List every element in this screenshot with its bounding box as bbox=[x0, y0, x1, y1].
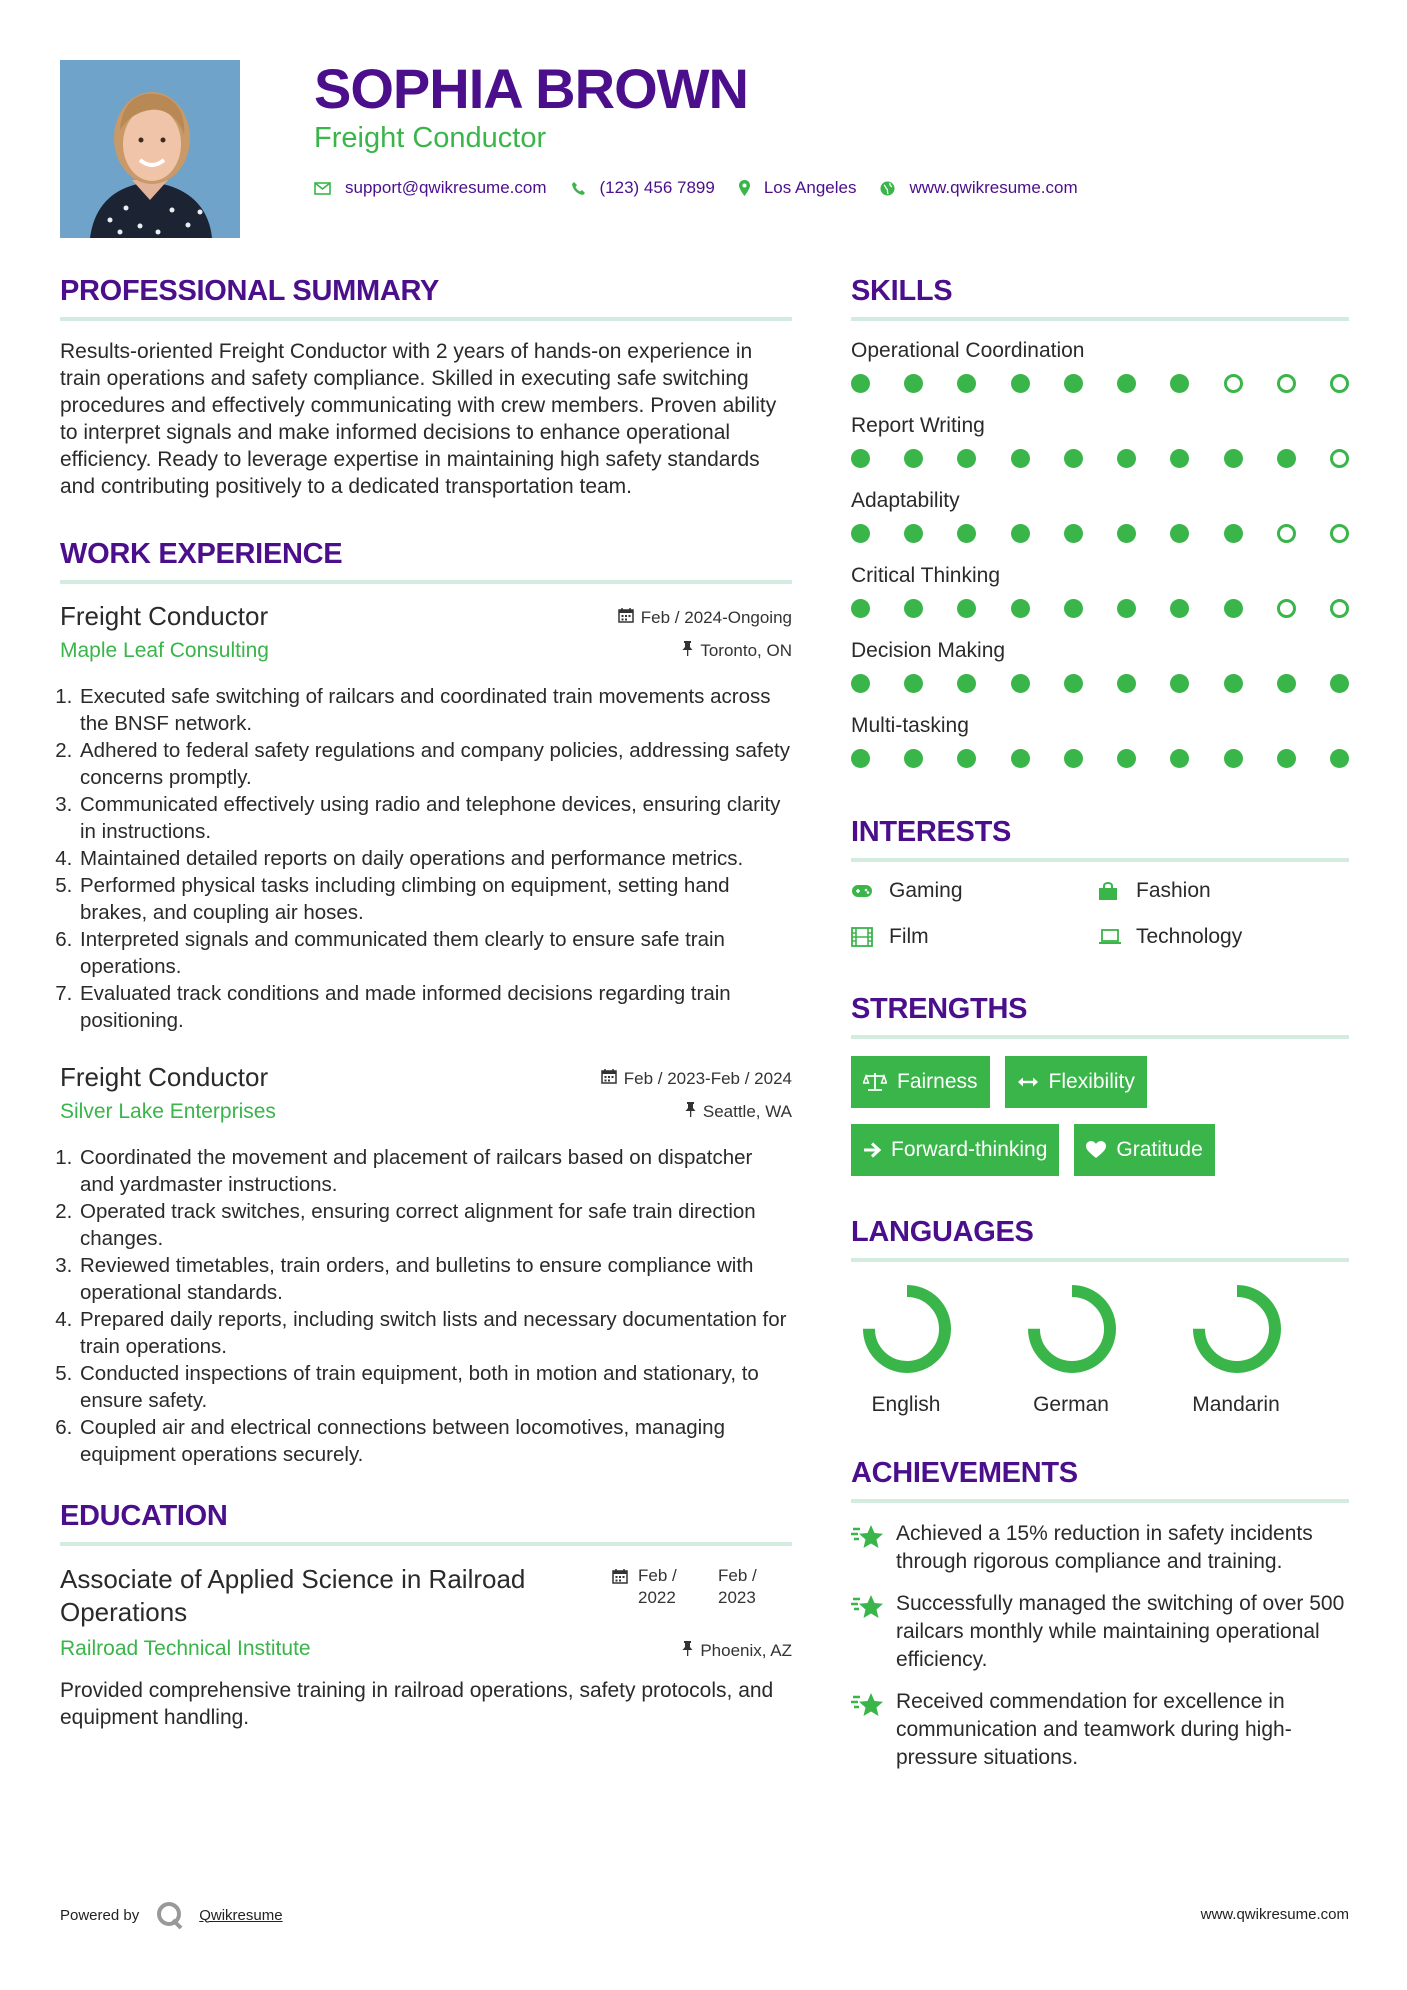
education-entry bbox=[60, 1563, 792, 1671]
company-name: Maple Leaf Consulting bbox=[60, 639, 269, 662]
skill-level-dot bbox=[851, 749, 870, 768]
skill-level-dot bbox=[1330, 599, 1349, 618]
skill-rating bbox=[851, 749, 1349, 786]
contact-bar bbox=[314, 178, 1102, 198]
duty-item: 3. Communicated effectively using radio and telephone devices, ensuring clarity in instructions. bbox=[78, 791, 792, 845]
languages-list bbox=[851, 1279, 1349, 1417]
skill-level-dot bbox=[904, 599, 923, 618]
language-name: English bbox=[871, 1393, 941, 1416]
skill-item bbox=[851, 561, 1349, 636]
skill-level-dot bbox=[1064, 749, 1083, 768]
skill-level-dot bbox=[1117, 674, 1136, 693]
interest-label: Fashion bbox=[1136, 879, 1211, 902]
map-marker-icon bbox=[739, 180, 750, 196]
skill-level-dot bbox=[1277, 374, 1296, 393]
interests-list bbox=[851, 879, 1349, 949]
skill-level-dot bbox=[957, 599, 976, 618]
skill-level-dot bbox=[1170, 374, 1189, 393]
skill-level-dot bbox=[1011, 449, 1030, 468]
skill-item bbox=[851, 411, 1349, 486]
achievement-text: Received commendation for excellence in communication and teamwork during high-pressure situations. bbox=[896, 1690, 1292, 1769]
profile-photo bbox=[60, 60, 240, 238]
star-icon bbox=[851, 1590, 896, 1626]
skill-level-dot bbox=[1170, 449, 1189, 468]
skill-level-dot bbox=[1064, 449, 1083, 468]
job-location-text: Toronto, ON bbox=[700, 641, 792, 660]
strength-tag bbox=[851, 1056, 990, 1108]
skill-level-dot bbox=[1064, 524, 1083, 543]
achievement-item bbox=[851, 1520, 1349, 1576]
education-location bbox=[682, 1641, 792, 1661]
skill-level-dot bbox=[1224, 599, 1243, 618]
skill-level-dot bbox=[851, 374, 870, 393]
company-name: Silver Lake Enterprises bbox=[60, 1100, 276, 1123]
skill-level-dot bbox=[1224, 749, 1243, 768]
skill-item bbox=[851, 711, 1349, 786]
language-proficiency-ring bbox=[1187, 1279, 1287, 1379]
skill-level-dot bbox=[851, 449, 870, 468]
pushpin-icon bbox=[682, 641, 693, 661]
skill-name: Decision Making bbox=[851, 639, 1006, 662]
achievement-item bbox=[851, 1688, 1349, 1772]
job-entry bbox=[60, 601, 792, 1034]
skill-level-dot bbox=[1224, 524, 1243, 543]
duty-item: 2. Adhered to federal safety regulations and company policies, addressing safety concerns promptly. bbox=[78, 737, 792, 791]
candidate-name: SOPHIA BROWN bbox=[314, 57, 748, 120]
right-column bbox=[851, 275, 1349, 1786]
job-title: Freight Conductor bbox=[60, 1062, 269, 1092]
duty-item: 3. Reviewed timetables, train orders, and bulletins to ensure compliance with operational standards. bbox=[78, 1252, 792, 1306]
left-column bbox=[60, 275, 792, 1731]
film-icon bbox=[851, 927, 889, 947]
strength-tag bbox=[1005, 1056, 1147, 1108]
strength-label: Fairness bbox=[897, 1070, 978, 1093]
skill-level-dot bbox=[1011, 749, 1030, 768]
interest-item bbox=[1098, 925, 1348, 949]
degree-title: Associate of Applied Science in Railroad Operations bbox=[60, 1564, 526, 1627]
shopping-bag-icon bbox=[1098, 881, 1136, 901]
skill-level-dot bbox=[904, 749, 923, 768]
skill-level-dot bbox=[957, 374, 976, 393]
skill-level-dot bbox=[1117, 524, 1136, 543]
skill-level-dot bbox=[957, 524, 976, 543]
skill-rating bbox=[851, 674, 1349, 711]
skill-level-dot bbox=[1170, 749, 1189, 768]
footer-powered-by bbox=[60, 1900, 283, 1930]
skill-name: Multi-tasking bbox=[851, 714, 969, 737]
arrows-horizontal-icon bbox=[1017, 1076, 1039, 1088]
language-name: German bbox=[1033, 1393, 1109, 1416]
skill-level-dot bbox=[1330, 449, 1349, 468]
job-location bbox=[685, 1102, 792, 1122]
duty-item: 4. Maintained detailed reports on daily operations and performance metrics. bbox=[78, 845, 792, 872]
education-heading: EDUCATION bbox=[60, 1500, 792, 1546]
strength-label: Forward-thinking bbox=[891, 1138, 1048, 1161]
achievements-heading: ACHIEVEMENTS bbox=[851, 1457, 1349, 1503]
strength-label: Flexibility bbox=[1048, 1070, 1135, 1093]
skill-level-dot bbox=[904, 449, 923, 468]
job-date-text: Feb / 2023-Feb / 2024 bbox=[623, 1068, 792, 1088]
job-date-text: Feb / 2024-Ongoing bbox=[640, 607, 792, 627]
achievement-text: Achieved a 15% reduction in safety incidents through rigorous compliance and training. bbox=[896, 1522, 1313, 1573]
powered-by-label: Powered by bbox=[60, 1906, 140, 1924]
skill-name: Adaptability bbox=[851, 489, 960, 512]
skill-level-dot bbox=[1224, 374, 1243, 393]
skill-rating bbox=[851, 599, 1349, 636]
language-item bbox=[1181, 1279, 1346, 1417]
education-dates bbox=[612, 1565, 792, 1609]
duty-list bbox=[60, 683, 792, 1034]
language-item bbox=[1016, 1279, 1181, 1417]
calendar-icon bbox=[601, 1068, 617, 1089]
skill-level-dot bbox=[1117, 449, 1136, 468]
duty-list bbox=[60, 1144, 792, 1468]
qwikresume-link[interactable]: Qwikresume bbox=[199, 1906, 283, 1924]
language-item bbox=[851, 1279, 1016, 1417]
skill-level-dot bbox=[1064, 599, 1083, 618]
education-start-date: Feb / 2022 bbox=[638, 1566, 677, 1607]
duty-item: 7. Evaluated track conditions and made informed decisions regarding train positioning. bbox=[78, 980, 792, 1034]
skill-level-dot bbox=[1224, 449, 1243, 468]
language-proficiency-ring bbox=[1022, 1279, 1122, 1379]
skill-level-dot bbox=[1064, 374, 1083, 393]
duty-item: 5. Performed physical tasks including climbing on equipment, setting hand brakes, and coupling air hoses. bbox=[78, 872, 792, 926]
skill-level-dot bbox=[1117, 749, 1136, 768]
skill-level-dot bbox=[1117, 374, 1136, 393]
skill-level-dot bbox=[904, 374, 923, 393]
skill-level-dot bbox=[1330, 674, 1349, 693]
skill-level-dot bbox=[851, 524, 870, 543]
strength-tag bbox=[851, 1124, 1059, 1176]
strengths-list bbox=[851, 1056, 1349, 1176]
skill-level-dot bbox=[1117, 599, 1136, 618]
skill-level-dot bbox=[1224, 674, 1243, 693]
gamepad-icon bbox=[851, 884, 889, 898]
interest-label: Technology bbox=[1136, 925, 1243, 948]
strengths-heading: STRENGTHS bbox=[851, 993, 1349, 1039]
duty-item: 1. Coordinated the movement and placement of railcars based on dispatcher and yardmaster instructions. bbox=[78, 1144, 792, 1198]
school-name: Railroad Technical Institute bbox=[60, 1637, 311, 1660]
interest-label: Film bbox=[889, 925, 929, 948]
skill-level-dot bbox=[851, 674, 870, 693]
phone-icon bbox=[571, 181, 586, 196]
email-link[interactable]: support@qwikresume.com bbox=[345, 178, 547, 197]
duty-item: 2. Operated track switches, ensuring correct alignment for safe train direction changes. bbox=[78, 1198, 792, 1252]
calendar-icon bbox=[612, 1565, 628, 1590]
strength-tag bbox=[1074, 1124, 1214, 1176]
skill-level-dot bbox=[957, 749, 976, 768]
skill-rating bbox=[851, 524, 1349, 561]
interests-heading: INTERESTS bbox=[851, 816, 1349, 862]
location-text: Los Angeles bbox=[763, 178, 857, 197]
pushpin-icon bbox=[682, 1641, 693, 1661]
skill-level-dot bbox=[851, 599, 870, 618]
job-location bbox=[682, 641, 792, 661]
duty-item: 6. Interpreted signals and communicated them clearly to ensure safe train operations. bbox=[78, 926, 792, 980]
laptop-icon bbox=[1098, 928, 1136, 946]
job-dates bbox=[618, 607, 792, 628]
phone-number[interactable]: (123) 456 7899 bbox=[599, 178, 715, 197]
job-location-text: Seattle, WA bbox=[702, 1102, 792, 1121]
interest-label: Gaming bbox=[889, 879, 963, 902]
job-title: Freight Conductor bbox=[60, 601, 269, 631]
duty-item: 4. Prepared daily reports, including switch lists and necessary documentation for train operations. bbox=[78, 1306, 792, 1360]
skill-level-dot bbox=[904, 674, 923, 693]
skill-level-dot bbox=[957, 674, 976, 693]
skill-level-dot bbox=[1170, 674, 1189, 693]
skill-level-dot bbox=[957, 449, 976, 468]
skill-item bbox=[851, 486, 1349, 561]
skill-level-dot bbox=[1011, 599, 1030, 618]
summary-text: Results-oriented Freight Conductor with 2 years of hands-on experience in train operations and safety compliance. Skilled in executing safe switching procedures and effectively communicating with crew members. Proven ability to interpret signals and make informed decisions to enhance operational efficiency. Ready to leverage expertise in maintaining high safety standards and contributing positively to a dedicated transportation team. bbox=[60, 340, 777, 498]
skill-name: Critical Thinking bbox=[851, 564, 1000, 587]
skill-level-dot bbox=[1277, 449, 1296, 468]
strength-label: Gratitude bbox=[1116, 1138, 1203, 1161]
language-proficiency-ring bbox=[857, 1279, 957, 1379]
education-description: Provided comprehensive training in railroad operations, safety protocols, and equipment handling. bbox=[60, 1679, 774, 1729]
duty-item: 1. Executed safe switching of railcars and coordinated train movements across the BNSF network. bbox=[78, 683, 792, 737]
experience-heading: WORK EXPERIENCE bbox=[60, 538, 792, 584]
job-entry bbox=[60, 1062, 792, 1468]
skill-item bbox=[851, 336, 1349, 411]
pushpin-icon bbox=[685, 1102, 696, 1122]
job-dates bbox=[601, 1068, 792, 1089]
skill-level-dot bbox=[1330, 374, 1349, 393]
footer-website[interactable]: www.qwikresume.com bbox=[1200, 1906, 1349, 1923]
skill-level-dot bbox=[1064, 674, 1083, 693]
duty-item: 5. Conducted inspections of train equipment, both in motion and stationary, to ensure safety. bbox=[78, 1360, 792, 1414]
skill-item bbox=[851, 636, 1349, 711]
star-icon bbox=[851, 1688, 896, 1724]
skill-level-dot bbox=[1011, 524, 1030, 543]
candidate-title: Freight Conductor bbox=[314, 122, 547, 154]
skills-list bbox=[851, 336, 1349, 786]
skill-name: Operational Coordination bbox=[851, 339, 1085, 362]
envelope-icon bbox=[314, 182, 331, 195]
achievement-text: Successfully managed the switching of over 500 railcars monthly while maintaining operational efficiency. bbox=[896, 1592, 1345, 1671]
job-list bbox=[60, 601, 792, 1468]
education-location-text: Phoenix, AZ bbox=[700, 1641, 792, 1660]
calendar-icon bbox=[618, 607, 634, 628]
globe-icon bbox=[880, 181, 895, 196]
language-name: Mandarin bbox=[1192, 1393, 1280, 1416]
skill-name: Report Writing bbox=[851, 414, 985, 437]
star-icon bbox=[851, 1520, 896, 1556]
interest-item bbox=[1098, 879, 1348, 903]
skill-rating bbox=[851, 374, 1349, 411]
website-link[interactable]: www.qwikresume.com bbox=[909, 178, 1078, 197]
skill-level-dot bbox=[1330, 749, 1349, 768]
languages-heading: LANGUAGES bbox=[851, 1216, 1349, 1262]
duty-item: 6. Coupled air and electrical connections between locomotives, managing equipment operations securely. bbox=[78, 1414, 792, 1468]
summary-heading: PROFESSIONAL SUMMARY bbox=[60, 275, 792, 321]
skills-heading: SKILLS bbox=[851, 275, 1349, 321]
skill-level-dot bbox=[1011, 674, 1030, 693]
interest-item bbox=[851, 879, 1098, 903]
skill-level-dot bbox=[904, 524, 923, 543]
heart-icon bbox=[1086, 1141, 1106, 1159]
interest-item bbox=[851, 925, 1098, 949]
skill-level-dot bbox=[1277, 524, 1296, 543]
qwikresume-logo-icon bbox=[155, 1900, 185, 1930]
achievement-item bbox=[851, 1590, 1349, 1674]
skill-level-dot bbox=[1277, 674, 1296, 693]
arrow-right-icon bbox=[863, 1142, 881, 1158]
education-end-date: Feb / 2023 bbox=[718, 1566, 757, 1607]
skill-level-dot bbox=[1277, 749, 1296, 768]
skill-level-dot bbox=[1277, 599, 1296, 618]
skill-level-dot bbox=[1330, 524, 1349, 543]
skill-level-dot bbox=[1170, 524, 1189, 543]
skill-rating bbox=[851, 449, 1349, 486]
achievements-list bbox=[851, 1520, 1349, 1772]
skill-level-dot bbox=[1170, 599, 1189, 618]
skill-level-dot bbox=[1011, 374, 1030, 393]
balance-scale-icon bbox=[863, 1072, 887, 1092]
